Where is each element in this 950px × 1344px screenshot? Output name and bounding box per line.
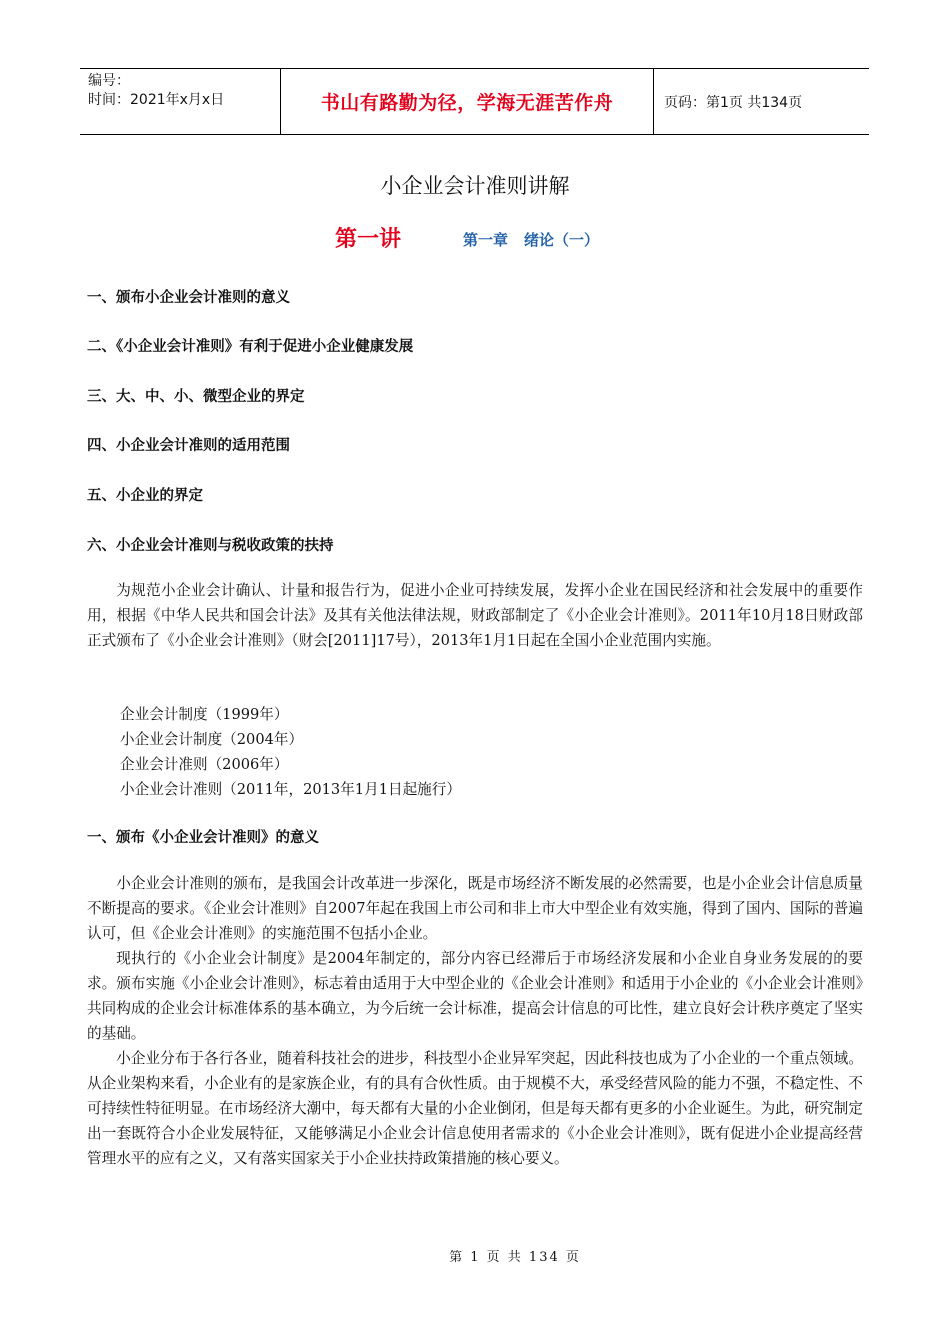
outline-item: 二、《小企业会计准则》有利于促进小企业健康发展: [87, 339, 414, 355]
outline-item: 六、小企业会计准则与税收政策的扶持: [87, 538, 334, 554]
chapter-name: 绪论（一）: [524, 231, 600, 249]
history-item: 小企业会计准则（2011年，2013年1月1日起施行）: [120, 781, 461, 798]
header-page-info: 页码：第1页 共134页: [664, 94, 803, 111]
section-paragraph: 现执行的《小企业会计制度》是2004年制定的，部分内容已经滞后于市场经济发展和小企业自身业务发展的的要求。颁布实施《小企业会计准则》，标志着由适用于大中型企业的《企业会计准则》和适用于小企业的《小企业会计准则》共同构成的企业会计标准体系的基本确立，为今后统一会计标准，提高会计信息的可比性，建立良好会计秩序奠定了坚实的基础。: [87, 950, 863, 1042]
history-item: 小企业会计制度（2004年）: [120, 731, 304, 748]
outline-item: 四、小企业会计准则的适用范围: [87, 438, 290, 454]
history-list: [120, 702, 461, 802]
section-paragraph: 小企业会计准则的颁布，是我国会计改革进一步深化，既是市场经济不断发展的必然需要，也是小企业会计信息质量不断提高的要求。《企业会计准则》自2007年起在我国上市公司和非上市大中型企业有效实施，得到了国内、国际的普遍认可，但《企业会计准则》的实施范围不包括小企业。: [87, 875, 863, 942]
serial-label: 编号：: [88, 73, 130, 89]
document-title: 小企业会计准则讲解: [380, 174, 570, 198]
lecture-label: 第一讲: [335, 227, 402, 252]
page-footer: 第 1 页 共 134 页: [449, 1250, 581, 1265]
section-paragraph: 小企业分布于各行各业，随着科技社会的进步，科技型小企业异军突起，因此科技也成为了小企业的一个重点领域。从企业架构来看，小企业有的是家族企业，有的具有合伙性质。由于规模不大，承受经营风险的能力不强，不稳定性、不可持续性特征明显。在市场经济大潮中，每天都有大量的小企业倒闭，但是每天都有更多的小企业诞生。为此，研究制定出一套既符合小企业发展特征，又能够满足小企业会计信息使用者需求的《小企业会计准则》，既有促进小企业提高经营管理水平的应有之义，又有落实国家关于小企业扶持政策措施的核心要义。: [87, 1050, 863, 1167]
time-label: 时间：2021年x月x日: [88, 92, 225, 108]
intro-paragraph: 为规范小企业会计确认、计量和报告行为，促进小企业可持续发展，发挥小企业在国民经济和社会发展中的重要作用，根据《中华人民共和国会计法》及其有关他法律法规，财政部制定了《小企业会计准则》。2011年10月18日财政部正式颁布了《小企业会计准则》（财会[2011]17号），2013年1月1日起在全国小企业范围内实施。: [87, 582, 863, 649]
chapter-heading: [463, 229, 599, 250]
history-item: 企业会计准则（2006年）: [120, 756, 289, 773]
chapter-label: 第一章: [463, 231, 509, 249]
header-motto: 书山有路勤为径，学海无涯苦作舟: [281, 69, 654, 134]
header-meta: [80, 69, 281, 134]
outline-item: 五、小企业的界定: [87, 488, 203, 504]
page-header: [80, 68, 869, 135]
outline-item: 一、颁布小企业会计准则的意义: [87, 290, 290, 306]
outline-item: 三、大、中、小、微型企业的界定: [87, 389, 305, 405]
section-heading: 一、颁布《小企业会计准则》的意义: [87, 830, 319, 846]
history-item: 企业会计制度（1999年）: [120, 706, 289, 723]
